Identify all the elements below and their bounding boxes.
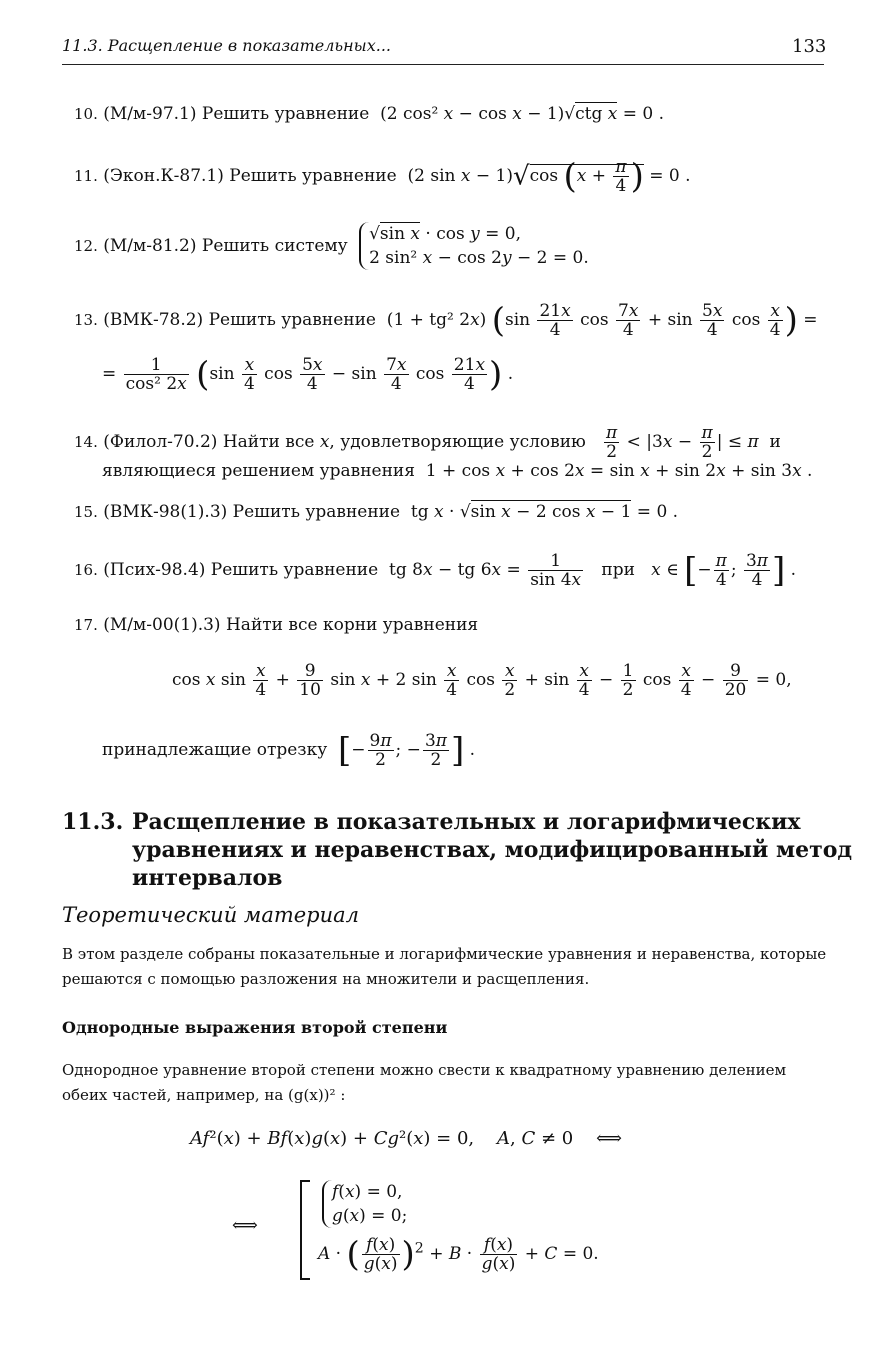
header-rule	[62, 64, 824, 65]
formula: tg 8x − tg 6x = $\frac{1}{\sin 4x}$	[383, 551, 582, 590]
problem-verb: Решить уравнение	[229, 166, 397, 186]
problem-verb: Найти все	[222, 432, 315, 452]
section-title-line: уравнениях и неравенствах, модифицированный метод	[132, 837, 853, 863]
problem-number: 11.	[74, 167, 98, 185]
problem-number: 14.	[74, 433, 98, 451]
problem-10	[74, 103, 664, 125]
word-pri: при	[601, 560, 635, 580]
problem-number: 13.	[74, 311, 98, 329]
problem-verb: Решить уравнение	[210, 560, 379, 580]
homogeneous-title: Однородные выражения второй степени	[62, 1018, 448, 1037]
problem-verb: Решить уравнение	[232, 502, 401, 522]
problem-text: принадлежащие отрезку	[102, 740, 328, 760]
section-title-line: Расщепление в показательных и логарифмических	[132, 809, 801, 835]
formula: (2 sin x − 1)√cos (x + $\frac{\pi}{4}$ ) = 0 .	[402, 156, 691, 197]
problem-text: , удовлетворяющие условию	[329, 432, 586, 452]
alternative-bracket	[300, 1180, 310, 1280]
section-number: 11.3.	[62, 809, 124, 835]
alternative-case-2: A · ( $\frac{f(x)}{g(x)}$ )$^2$ + B · $\frac{f(x)}{g(x)}$ + C = 0.	[318, 1234, 599, 1275]
problem-text: являющиеся решением уравнения	[102, 461, 415, 481]
problem-verb: Найти все корни уравнения	[225, 615, 479, 635]
formula: (2 cos² x − cos x − 1)√ctg x = 0 .	[374, 104, 665, 124]
equivalence-arrow: ⟺	[232, 1215, 258, 1236]
problem-source: (ВМК-78.2)	[103, 310, 204, 330]
problem-source: (М/м-00(1).3)	[103, 615, 221, 635]
formula: (1 + tg² 2x) (sin $\frac{21x}{4}$ cos $\frac{7x}{4}$ + sin $\frac{5x}{4}$ cos $\frac{x}{4}$ ) =	[381, 300, 818, 341]
problem-17	[74, 614, 478, 636]
problem-source: (ВМК-98(1).3)	[103, 502, 228, 522]
problem-verb: Решить систему	[201, 236, 348, 256]
problem-source: (Псих-98.4)	[103, 560, 206, 580]
problem-number: 15.	[74, 503, 98, 521]
problem-number: 10.	[74, 105, 98, 123]
problem-14-line2: являющиеся решением уравнения 1 + cos x + cos 2x = sin x + sin 2x + sin 3x .	[102, 461, 813, 481]
problem-verb: Решить уравнение	[208, 310, 376, 330]
page-number: 133	[792, 36, 827, 57]
problem-11	[74, 158, 691, 195]
homogeneous-equation: Af²(x) + Bf(x)g(x) + Cg²(x) = 0, A, C ≠ 0 ⟺	[190, 1128, 622, 1149]
problem-14: 14. (Филол-70.2) Найти все x, удовлетворяющие условию $\frac{\pi}{2}$ < |3x − $\frac{\pi}{2}$ | ≤ π и	[74, 423, 781, 462]
problem-16: 16. (Псих-98.4) Решить уравнение tg 8x − tg 6x = $\frac{1}{\sin 4x}$ при x ∈ [− $\frac{\pi}{4}$ ; $\frac{3\pi}{4}$ ] .	[74, 550, 797, 591]
problem-source: (М/м-81.2)	[103, 236, 197, 256]
problem-source: (Филол-70.2)	[103, 432, 218, 452]
problem-verb: Решить уравнение	[201, 104, 370, 124]
problem-number: 17.	[74, 616, 98, 634]
running-title: 11.3. Расщепление в показательных...	[62, 36, 391, 55]
problem-17-interval: принадлежащие отрезку [− $\frac{9\pi}{2}$ ; − $\frac{3\pi}{2}$ ] .	[102, 730, 476, 771]
problem-13	[74, 302, 817, 339]
section-title-line: интервалов	[132, 865, 283, 891]
problem-13-line2: = $\frac{1}{\text{cos² 2x}}$ (sin $\frac{x}{4}$ cos $\frac{5x}{4}$ − sin $\frac{7x}{4}$ cos $\frac{21x}{4}$ ) .	[102, 354, 514, 395]
problem-number: 12.	[74, 237, 98, 255]
equation-system: √sin x · cos y = 0, 2 sin² x − cos 2y − 2 = 0.	[359, 222, 589, 270]
problem-number: 16.	[74, 561, 98, 579]
problem-source: (Экон.К-87.1)	[103, 166, 224, 186]
problem-source: (М/м-97.1)	[103, 104, 197, 124]
alternative-case-1: f(x) = 0, g(x) = 0;	[322, 1180, 407, 1228]
formula: tg x · √sin x − 2 cos x − 1 = 0 .	[405, 502, 679, 522]
homogeneous-paragraph: Однородное уравнение второй степени можно свести к квадратному уравнению делением обеих частей, например, на (g(x))² :	[62, 1061, 787, 1104]
problem-17-equation: cos x sin $\frac{x}{4}$ + $\frac{9}{10}$ sin x + 2 sin $\frac{x}{4}$ cos $\frac{x}{2}$ + sin $\frac{x}{4}$ − $\frac{1}{2}$ cos $\frac{x}{4}$ − $\frac{9}{20}$ = 0,	[172, 661, 792, 700]
section-title	[62, 808, 852, 892]
condition: $\frac{\pi}{2}$ < |3x − $\frac{\pi}{2}$ | ≤ π и	[606, 423, 781, 462]
theory-title: Теоретический материал	[62, 903, 360, 927]
problem-15	[74, 501, 678, 523]
intro-paragraph: В этом разделе собраны показательные и логарифмические уравнения и неравенства, которые решаются с помощью разложения на множители и расщепления.	[62, 945, 827, 988]
problem-12	[74, 222, 589, 270]
